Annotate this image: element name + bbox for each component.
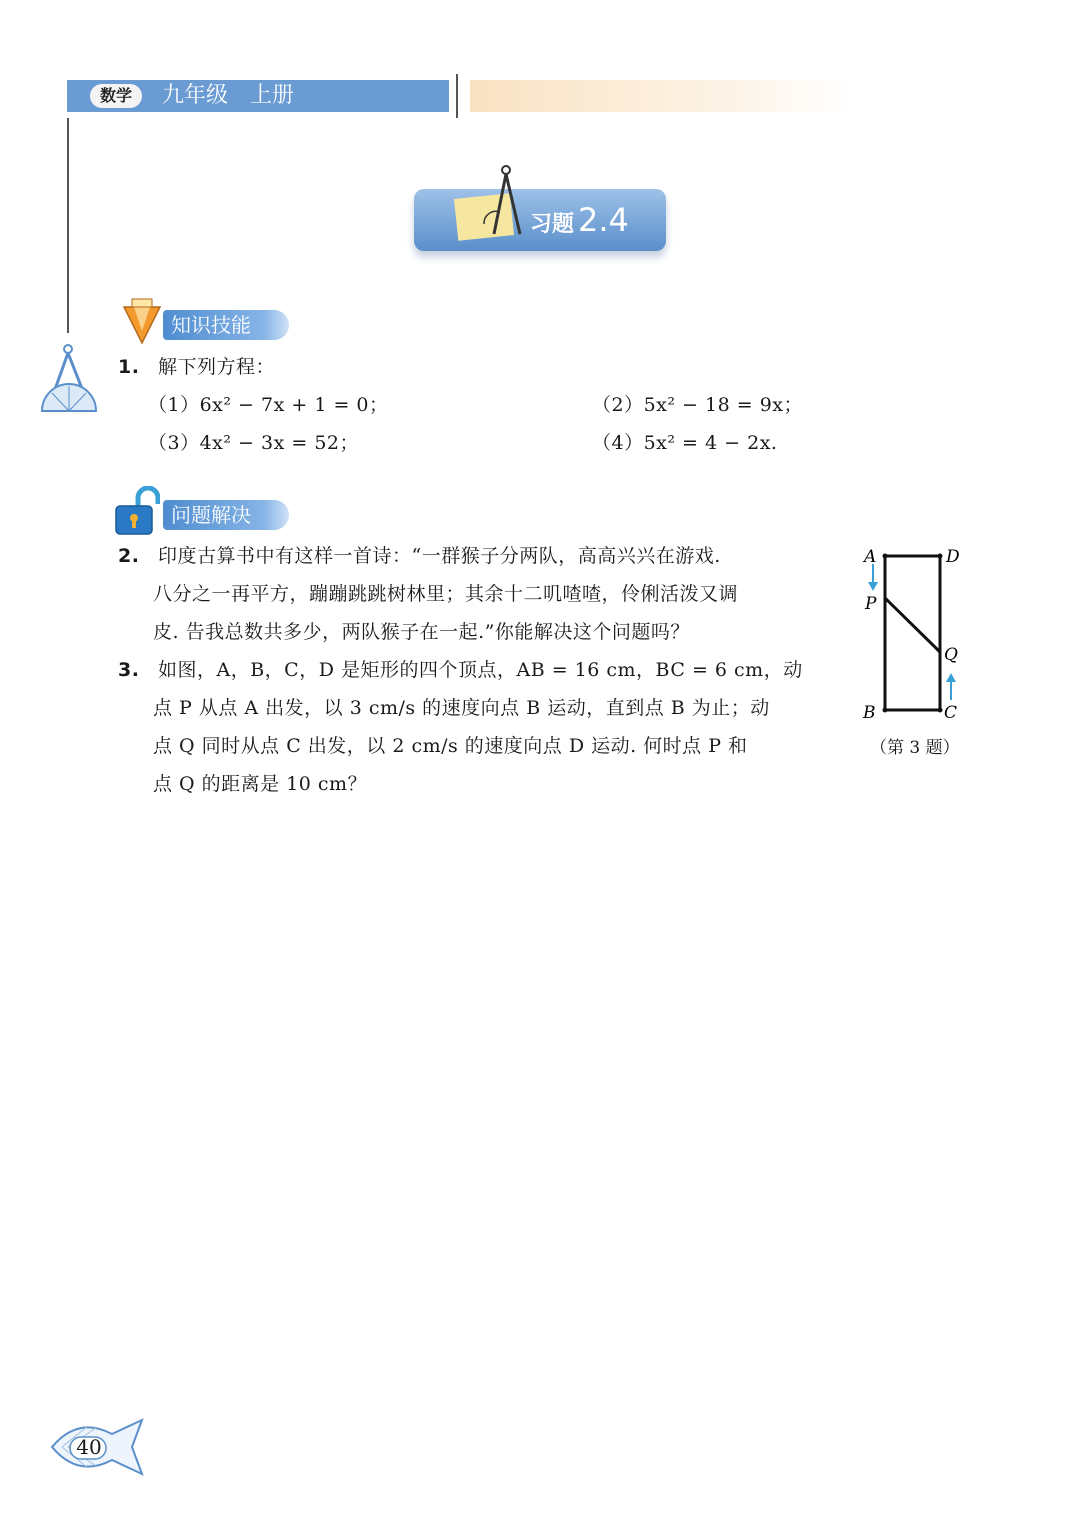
equation-label: （1） bbox=[148, 394, 200, 416]
label-p: P bbox=[865, 594, 877, 614]
problem-3-line bbox=[118, 657, 803, 683]
subject-badge: 数学 bbox=[90, 84, 142, 108]
segment-pq bbox=[885, 598, 940, 652]
problem-3-line: 点 Q 同时从点 C 出发，以 2 cm/s 的速度向点 D 运动. 何时点 P 和 bbox=[153, 735, 748, 757]
equation-item bbox=[148, 430, 359, 456]
label-q: Q bbox=[944, 645, 958, 665]
equation-label: （3） bbox=[148, 432, 200, 454]
problem-2-line: 八分之一再平方，蹦蹦跳跳树林里；其余十二叽喳喳，伶俐活泼又调 bbox=[153, 583, 739, 605]
problem-3-line: 点 Q 的距离是 10 cm？ bbox=[153, 773, 368, 795]
equation-item bbox=[148, 392, 389, 418]
label-a: A bbox=[864, 547, 877, 567]
problem-number: 3. bbox=[118, 659, 140, 681]
compass-protractor-icon bbox=[38, 343, 100, 415]
problem-text: 如图，A，B，C，D 是矩形的四个顶点，AB = 16 cm，BC = 6 cm，动 bbox=[158, 659, 803, 681]
problem-2-line bbox=[118, 543, 721, 569]
problem-number: 1. bbox=[118, 356, 140, 378]
rectangle-figure bbox=[860, 540, 970, 730]
problem-text: 印度古算书中有这样一首诗：“一群猴子分两队，高高兴兴在游戏. bbox=[158, 545, 721, 567]
compass-icon bbox=[470, 164, 530, 244]
grade-volume: 九年级 上册 bbox=[162, 83, 295, 108]
problem-1-intro bbox=[118, 354, 275, 380]
equation-item bbox=[592, 430, 777, 456]
pencil-tip-icon bbox=[122, 297, 162, 345]
equation-text: 5x² − 18 = 9x； bbox=[643, 394, 803, 416]
equation-label: （2） bbox=[592, 394, 644, 416]
section-knowledge-skills: 知识技能 bbox=[163, 310, 289, 340]
problem-number: 2. bbox=[118, 545, 140, 567]
vertex-c-point bbox=[938, 708, 943, 713]
vertex-a-point bbox=[883, 554, 888, 559]
equation-label: （4） bbox=[592, 432, 644, 454]
rectangle-abcd bbox=[885, 556, 940, 710]
figure-caption: （第 3 题） bbox=[870, 738, 960, 758]
header-divider bbox=[456, 74, 458, 118]
label-b: B bbox=[863, 703, 876, 723]
exercise-title bbox=[530, 196, 629, 250]
arrow-down-icon bbox=[868, 564, 878, 591]
margin-line bbox=[67, 118, 69, 333]
equation-item bbox=[592, 392, 803, 418]
problem-3-line: 点 P 从点 A 出发，以 3 cm/s 的速度向点 B 运动，直到点 B 为止；动 bbox=[153, 697, 770, 719]
section-problem-solving: 问题解决 bbox=[163, 500, 289, 530]
padlock-icon bbox=[114, 486, 160, 536]
exercise-title-prefix: 习题 bbox=[530, 212, 575, 237]
equation-text: 6x² − 7x + 1 = 0； bbox=[199, 394, 389, 416]
page-number: 40 bbox=[76, 1435, 102, 1459]
arrow-up-icon bbox=[946, 673, 956, 700]
problem-2-line: 皮. 告我总数共多少，两队猴子在一起.”你能解决这个问题吗？ bbox=[153, 621, 690, 643]
vertex-b-point bbox=[883, 708, 888, 713]
exercise-title-number: 2.4 bbox=[578, 201, 629, 239]
problem-text: 解下列方程： bbox=[158, 356, 276, 378]
vertex-d-point bbox=[938, 554, 943, 559]
equation-text: 5x² = 4 − 2x. bbox=[643, 432, 778, 454]
label-c: C bbox=[944, 703, 958, 723]
label-d: D bbox=[946, 547, 960, 567]
header-decoration bbox=[470, 80, 850, 112]
equation-text: 4x² − 3x = 52； bbox=[199, 432, 359, 454]
